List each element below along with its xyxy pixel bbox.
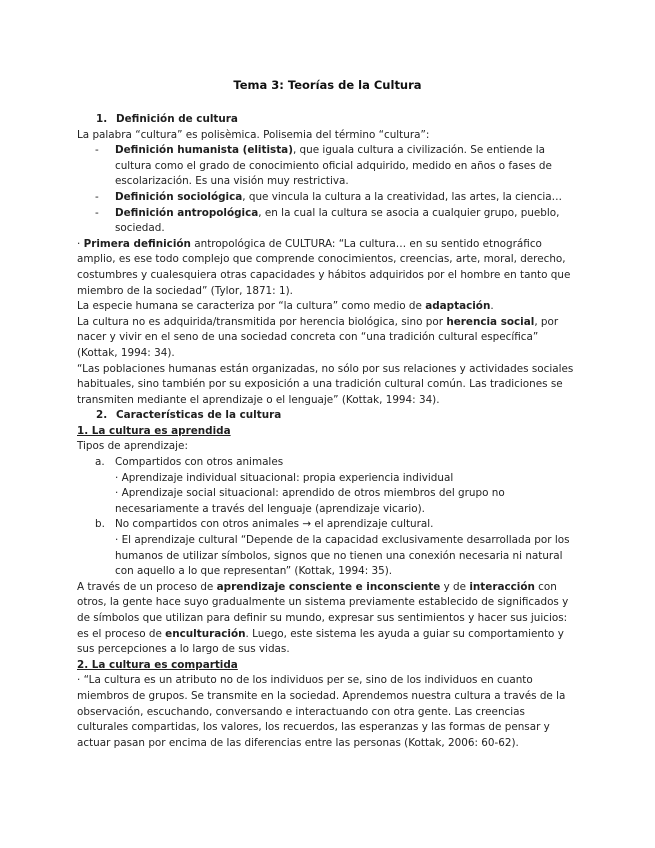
term-adaptacion: adaptación xyxy=(425,300,491,313)
list-marker-b: b. xyxy=(95,518,105,531)
enculturacion-text-4: . Luego, este sistema les ayuda a guiar su comportamiento y sus percepciones a lo largo de sus vidas. xyxy=(77,627,564,656)
dot-prefix: · xyxy=(77,237,84,250)
herencia-paragraph xyxy=(77,315,579,362)
herencia-text: La cultura no es adquirida/transmitida por herencia biológica, sino por xyxy=(77,315,447,328)
section-1-intro: La palabra “cultura” es polisèmica. Polisemia del término “cultura”: xyxy=(77,128,430,141)
herencia-end: , por nacer y vivir en el seno de una sociedad concreta con “una tradición cultural específica” (Kottak, 1994: 34). xyxy=(77,315,559,359)
section-2-heading xyxy=(77,408,579,424)
primera-definicion xyxy=(77,237,579,299)
term-aprendizaje-consciente: aprendizaje consciente e inconsciente xyxy=(216,580,441,593)
definition-sociologica xyxy=(77,190,579,206)
adaptacion-end: . xyxy=(490,300,494,313)
term-primera-definicion: Primera definición xyxy=(83,237,191,250)
bullet-dash: - xyxy=(95,206,99,219)
definition-humanista xyxy=(77,143,579,190)
section-2-title: Características de la cultura xyxy=(116,409,282,422)
aprendizaje-individual: · Aprendizaje individual situacional: propia experiencia individual xyxy=(115,471,454,484)
subheading-aprendida: 1. La cultura es aprendida xyxy=(77,424,231,437)
list-marker-a: a. xyxy=(95,456,105,469)
term-enculturacion: enculturación xyxy=(165,627,246,640)
subheading-compartida: 2. La cultura es compartida xyxy=(77,658,238,671)
document-title: Tema 3: Teorías de la Cultura xyxy=(233,78,422,92)
term-antropologica: Definición antropológica xyxy=(115,206,259,219)
definition-antropologica xyxy=(77,206,579,237)
document-body xyxy=(77,112,579,751)
enculturacion-paragraph xyxy=(77,580,579,658)
adaptacion-paragraph xyxy=(77,299,579,315)
section-1-title: Definición de cultura xyxy=(116,113,238,125)
list-item-a xyxy=(77,455,579,471)
enculturacion-text-1: A través de un proceso de xyxy=(77,580,217,593)
list-item-a-text: Compartidos con otros animales xyxy=(115,456,284,469)
definition-antropologica-text: , en la cual la cultura se asocia a cualquier grupo, pueblo, sociedad. xyxy=(115,206,560,235)
term-interaccion: interacción xyxy=(469,580,535,593)
term-sociologica: Definición sociológica xyxy=(115,190,243,203)
definition-sociologica-text: , que vincula la cultura a la creatividad, las artes, la ciencia… xyxy=(242,190,563,203)
term-humanista: Definición humanista (elitista) xyxy=(115,144,293,157)
list-item-b-text: No compartidos con otros animales → el aprendizaje cultural. xyxy=(115,518,434,531)
compartida-paragraph: · “La cultura es un atributo no de los individuos per se, sino de los individuos en cuanto miembros de grupos. Se transmite en la sociedad. Aprendemos nuestra cultura a través de la observación, escuchando, conversando e interactuando con otra gente. Las creencias culturales compartidas, los valores, los recuerdos, las esperanzas y las formas de pensar y actuar pasan por encima de las diferencias entre las personas (Kottak, 2006: 60-62). xyxy=(77,674,566,749)
aprendizaje-social: · Aprendizaje social situacional: aprendido de otros miembros del grupo no necesariamente a través del lenguaje (aprendizaje vicario). xyxy=(115,487,505,515)
section-2-number: 2. xyxy=(96,409,108,422)
kottak-quote: “Las poblaciones humanas están organizadas, no sólo por sus relaciones y actividades sociales habituales, sino también por su exposición a una tradición cultural común. Las tradiciones se transmiten mediante el aprendizaje o el lenguaje” (Kottak, 1994: 34). xyxy=(77,362,574,406)
bullet-dash: - xyxy=(95,190,99,203)
section-1-number: 1. xyxy=(96,113,108,125)
primera-definicion-text: antropológica de CULTURA: “La cultura… en su sentido etnográfico amplio, es ese todo complejo que comprende conocimientos, creencias, arte, moral, derecho, costumbres y cualesquiera otras capacidades y hábitos adquiridos por el hombre en tanto que miembro de la sociedad” (Tylor, 1871: 1). xyxy=(77,237,571,297)
list-item-b xyxy=(77,517,579,533)
enculturacion-text-3: con otros, la gente hace suyo gradualmente un sistema previamente establecido de significados y de símbolos que utilizan para definir su mundo, expresar sus sentimientos y hacer sus juicios: es el proceso de xyxy=(77,580,569,640)
section-1-heading xyxy=(77,112,579,128)
bullet-dash: - xyxy=(95,144,99,157)
adaptacion-text: La especie humana se caracteriza por “la cultura” como medio de xyxy=(77,300,426,313)
term-herencia-social: herencia social xyxy=(446,315,535,328)
aprendizaje-cultural: · El aprendizaje cultural “Depende de la capacidad exclusivamente desarrollada por los humanos de utilizar símbolos, signos que no tienen una conexión necesaria ni natural con aquello a lo que representan” (Kottak, 1994: 35). xyxy=(115,534,570,578)
definition-humanista-text: , que iguala cultura a civilización. Se entiende la cultura como el grado de conocimiento oficial adquirido, medido en años o fases de escolarización. Es una visión muy restrictiva. xyxy=(115,144,552,188)
enculturacion-text-2: y de xyxy=(440,580,470,593)
tipos-aprendizaje: Tipos de aprendizaje: xyxy=(77,440,188,453)
